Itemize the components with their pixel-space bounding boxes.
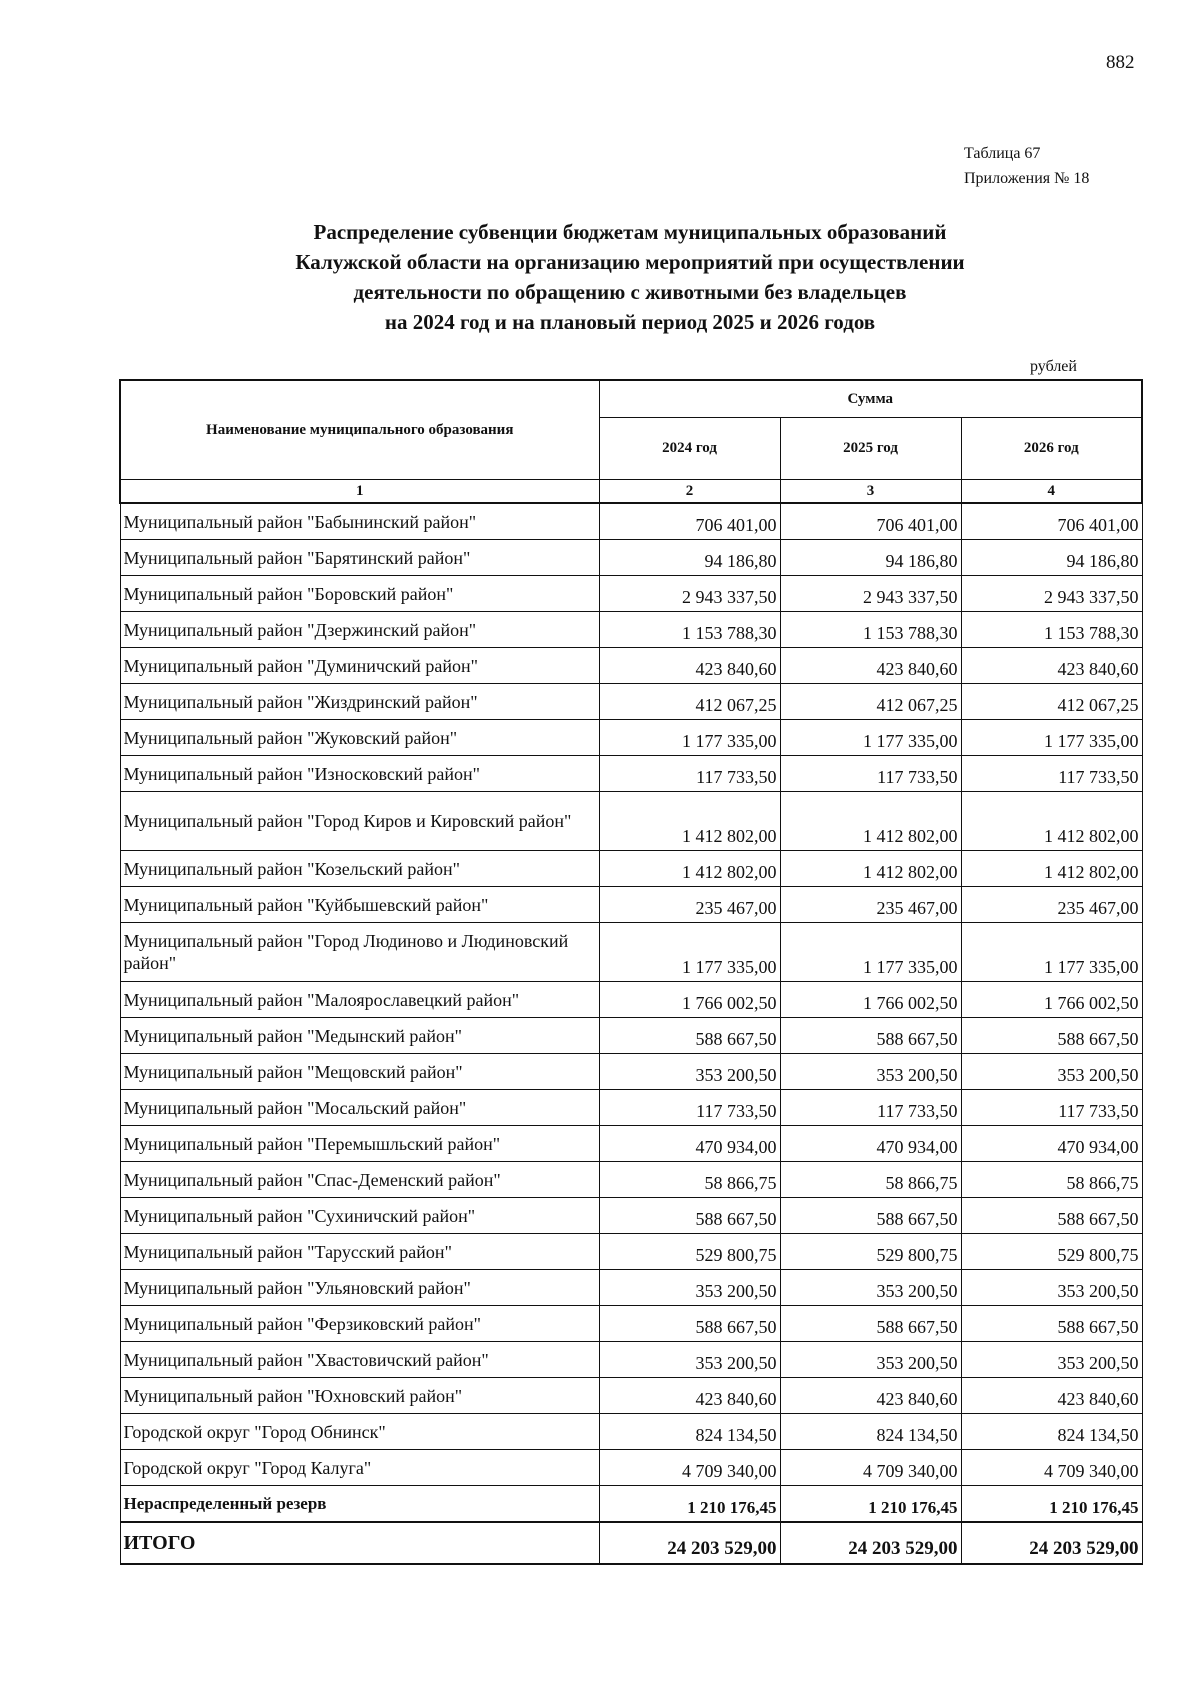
amount-2026: 588 667,50 [961, 1306, 1142, 1342]
amount-2025: 2 943 337,50 [780, 576, 961, 612]
amount-2024: 1 177 335,00 [599, 720, 780, 756]
amount-2026: 353 200,50 [961, 1270, 1142, 1306]
header-municipality: Наименование муниципального образования [120, 380, 599, 480]
municipality-name: Муниципальный район "Козельский район" [120, 851, 599, 887]
total-name: ИТОГО [120, 1522, 599, 1564]
amount-2025: 117 733,50 [780, 1090, 961, 1126]
municipality-name: Муниципальный район "Перемышльский район" [120, 1126, 599, 1162]
amount-2024: 423 840,60 [599, 648, 780, 684]
header-year-2024: 2024 год [599, 418, 780, 480]
amount-2024: 706 401,00 [599, 503, 780, 540]
municipality-name: Муниципальный район "Боровский район" [120, 576, 599, 612]
page-number: 882 [1106, 52, 1135, 73]
amount-2024: 58 866,75 [599, 1162, 780, 1198]
total-2026: 24 203 529,00 [961, 1522, 1142, 1564]
amount-2024: 1 412 802,00 [599, 792, 780, 851]
table-row [120, 1378, 1142, 1414]
municipality-name: Муниципальный район "Мосальский район" [120, 1090, 599, 1126]
municipality-name: Муниципальный район "Бабынинский район" [120, 503, 599, 540]
amount-2026: 1 412 802,00 [961, 792, 1142, 851]
table-row [120, 792, 1142, 851]
title-line: деятельности по обращению с животными без владельцев [353, 280, 907, 304]
amount-2025: 235 467,00 [780, 887, 961, 923]
municipality-name: Муниципальный район "Ульяновский район" [120, 1270, 599, 1306]
municipality-name: Муниципальный район "Куйбышевский район" [120, 887, 599, 923]
amount-2025: 470 934,00 [780, 1126, 961, 1162]
municipality-name: Муниципальный район "Тарусский район" [120, 1234, 599, 1270]
amount-2026: 353 200,50 [961, 1054, 1142, 1090]
amount-2024: 1 177 335,00 [599, 923, 780, 982]
table-row [120, 1234, 1142, 1270]
total-2025: 24 203 529,00 [780, 1522, 961, 1564]
amount-2024: 117 733,50 [599, 1090, 780, 1126]
amount-2025: 588 667,50 [780, 1306, 961, 1342]
amount-2026: 412 067,25 [961, 684, 1142, 720]
amount-2025: 423 840,60 [780, 648, 961, 684]
amount-2026: 423 840,60 [961, 648, 1142, 684]
total-row [120, 1522, 1142, 1564]
table-reference [964, 141, 1089, 191]
amount-2025: 117 733,50 [780, 756, 961, 792]
municipality-name: Муниципальный район "Город Киров и Кировский район" [120, 792, 599, 851]
municipality-name: Муниципальный район "Барятинский район" [120, 540, 599, 576]
amount-2025: 529 800,75 [780, 1234, 961, 1270]
municipality-name: Муниципальный район "Город Людиново и Людиновский район" [120, 923, 599, 982]
amount-2024: 824 134,50 [599, 1414, 780, 1450]
amount-2026: 706 401,00 [961, 503, 1142, 540]
amount-2026: 1 177 335,00 [961, 720, 1142, 756]
amount-2025: 1 177 335,00 [780, 720, 961, 756]
municipality-name: Городской округ "Город Калуга" [120, 1450, 599, 1486]
amount-2024: 353 200,50 [599, 1342, 780, 1378]
amount-2024: 94 186,80 [599, 540, 780, 576]
table-row [120, 756, 1142, 792]
amount-2024: 353 200,50 [599, 1054, 780, 1090]
amount-2025: 423 840,60 [780, 1378, 961, 1414]
amount-2024: 412 067,25 [599, 684, 780, 720]
table-row [120, 1342, 1142, 1378]
total-2024: 24 203 529,00 [599, 1522, 780, 1564]
municipality-name: Муниципальный район "Жуковский район" [120, 720, 599, 756]
amount-2024: 470 934,00 [599, 1126, 780, 1162]
amount-2026: 824 134,50 [961, 1414, 1142, 1450]
amount-2024: 588 667,50 [599, 1198, 780, 1234]
table-row [120, 1450, 1142, 1486]
subvention-table [119, 379, 1143, 1565]
municipality-name: Муниципальный район "Мещовский район" [120, 1054, 599, 1090]
document-title [120, 217, 1140, 337]
municipality-name: Муниципальный район "Малоярославецкий район" [120, 982, 599, 1018]
amount-2026: 2 943 337,50 [961, 576, 1142, 612]
table-row [120, 576, 1142, 612]
amount-2026: 1 766 002,50 [961, 982, 1142, 1018]
amount-2025: 1 177 335,00 [780, 923, 961, 982]
reserve-2024: 1 210 176,45 [599, 1486, 780, 1523]
reserve-2026: 1 210 176,45 [961, 1486, 1142, 1523]
amount-2024: 353 200,50 [599, 1270, 780, 1306]
table-row [120, 887, 1142, 923]
amount-2024: 235 467,00 [599, 887, 780, 923]
amount-2025: 353 200,50 [780, 1270, 961, 1306]
amount-2025: 353 200,50 [780, 1054, 961, 1090]
amount-2025: 58 866,75 [780, 1162, 961, 1198]
municipality-name: Муниципальный район "Сухиничский район" [120, 1198, 599, 1234]
amount-2026: 1 177 335,00 [961, 923, 1142, 982]
amount-2026: 4 709 340,00 [961, 1450, 1142, 1486]
column-index: 1 [120, 480, 599, 504]
amount-2024: 1 412 802,00 [599, 851, 780, 887]
amount-2024: 529 800,75 [599, 1234, 780, 1270]
amount-2025: 353 200,50 [780, 1342, 961, 1378]
table-row [120, 648, 1142, 684]
reserve-2025: 1 210 176,45 [780, 1486, 961, 1523]
header-sum: Сумма [599, 380, 1142, 418]
amount-2026: 1 412 802,00 [961, 851, 1142, 887]
table-row [120, 1270, 1142, 1306]
title-line: Калужской области на организацию мероприятий при осуществлении [295, 250, 965, 274]
municipality-name: Муниципальный район "Думиничский район" [120, 648, 599, 684]
amount-2024: 423 840,60 [599, 1378, 780, 1414]
title-line: на 2024 год и на плановый период 2025 и 2026 годов [384, 310, 876, 334]
amount-2024: 117 733,50 [599, 756, 780, 792]
units-label: рублей [1030, 358, 1077, 375]
column-index: 3 [780, 480, 961, 504]
table-row [120, 720, 1142, 756]
amount-2025: 1 412 802,00 [780, 792, 961, 851]
amount-2024: 588 667,50 [599, 1018, 780, 1054]
table-row [120, 923, 1142, 982]
amount-2026: 353 200,50 [961, 1342, 1142, 1378]
municipality-name: Муниципальный район "Медынский район" [120, 1018, 599, 1054]
amount-2025: 94 186,80 [780, 540, 961, 576]
reserve-name: Нераспределенный резерв [120, 1486, 599, 1523]
municipality-name: Муниципальный район "Жиздринский район" [120, 684, 599, 720]
header-year-2025: 2025 год [780, 418, 961, 480]
title-line: Распределение субвенции бюджетам муниципальных образований [313, 220, 947, 244]
amount-2026: 94 186,80 [961, 540, 1142, 576]
amount-2026: 117 733,50 [961, 756, 1142, 792]
amount-2024: 1 766 002,50 [599, 982, 780, 1018]
municipality-name: Муниципальный район "Хвастовичский район" [120, 1342, 599, 1378]
table-row [120, 1198, 1142, 1234]
amount-2024: 4 709 340,00 [599, 1450, 780, 1486]
municipality-name: Муниципальный район "Ферзиковский район" [120, 1306, 599, 1342]
amount-2026: 58 866,75 [961, 1162, 1142, 1198]
appendix-number: Приложения № 18 [964, 170, 1090, 187]
table-row [120, 684, 1142, 720]
table-row [120, 1414, 1142, 1450]
table-row [120, 612, 1142, 648]
amount-2025: 4 709 340,00 [780, 1450, 961, 1486]
amount-2024: 1 153 788,30 [599, 612, 780, 648]
column-index: 4 [961, 480, 1142, 504]
municipality-name: Городской округ "Город Обнинск" [120, 1414, 599, 1450]
municipality-name: Муниципальный район "Дзержинский район" [120, 612, 599, 648]
amount-2024: 588 667,50 [599, 1306, 780, 1342]
table-row [120, 1018, 1142, 1054]
table-row [120, 1162, 1142, 1198]
table-number: Таблица 67 [964, 145, 1041, 162]
table-row [120, 982, 1142, 1018]
amount-2026: 117 733,50 [961, 1090, 1142, 1126]
table-row [120, 1090, 1142, 1126]
amount-2026: 423 840,60 [961, 1378, 1142, 1414]
amount-2025: 706 401,00 [780, 503, 961, 540]
table-row [120, 1306, 1142, 1342]
amount-2025: 824 134,50 [780, 1414, 961, 1450]
amount-2025: 1 153 788,30 [780, 612, 961, 648]
municipality-name: Муниципальный район "Износковский район" [120, 756, 599, 792]
table-body [120, 503, 1142, 1564]
amount-2026: 235 467,00 [961, 887, 1142, 923]
reserve-row [120, 1486, 1142, 1523]
amount-2025: 588 667,50 [780, 1018, 961, 1054]
amount-2026: 529 800,75 [961, 1234, 1142, 1270]
table-row [120, 851, 1142, 887]
amount-2025: 1 412 802,00 [780, 851, 961, 887]
municipality-name: Муниципальный район "Спас-Деменский район" [120, 1162, 599, 1198]
column-index: 2 [599, 480, 780, 504]
amount-2025: 412 067,25 [780, 684, 961, 720]
amount-2025: 588 667,50 [780, 1198, 961, 1234]
table-row [120, 1054, 1142, 1090]
table-row [120, 503, 1142, 540]
amount-2026: 470 934,00 [961, 1126, 1142, 1162]
table-row [120, 540, 1142, 576]
table-row [120, 1126, 1142, 1162]
amount-2024: 2 943 337,50 [599, 576, 780, 612]
amount-2025: 1 766 002,50 [780, 982, 961, 1018]
amount-2026: 1 153 788,30 [961, 612, 1142, 648]
amount-2026: 588 667,50 [961, 1018, 1142, 1054]
header-year-2026: 2026 год [961, 418, 1142, 480]
amount-2026: 588 667,50 [961, 1198, 1142, 1234]
municipality-name: Муниципальный район "Юхновский район" [120, 1378, 599, 1414]
